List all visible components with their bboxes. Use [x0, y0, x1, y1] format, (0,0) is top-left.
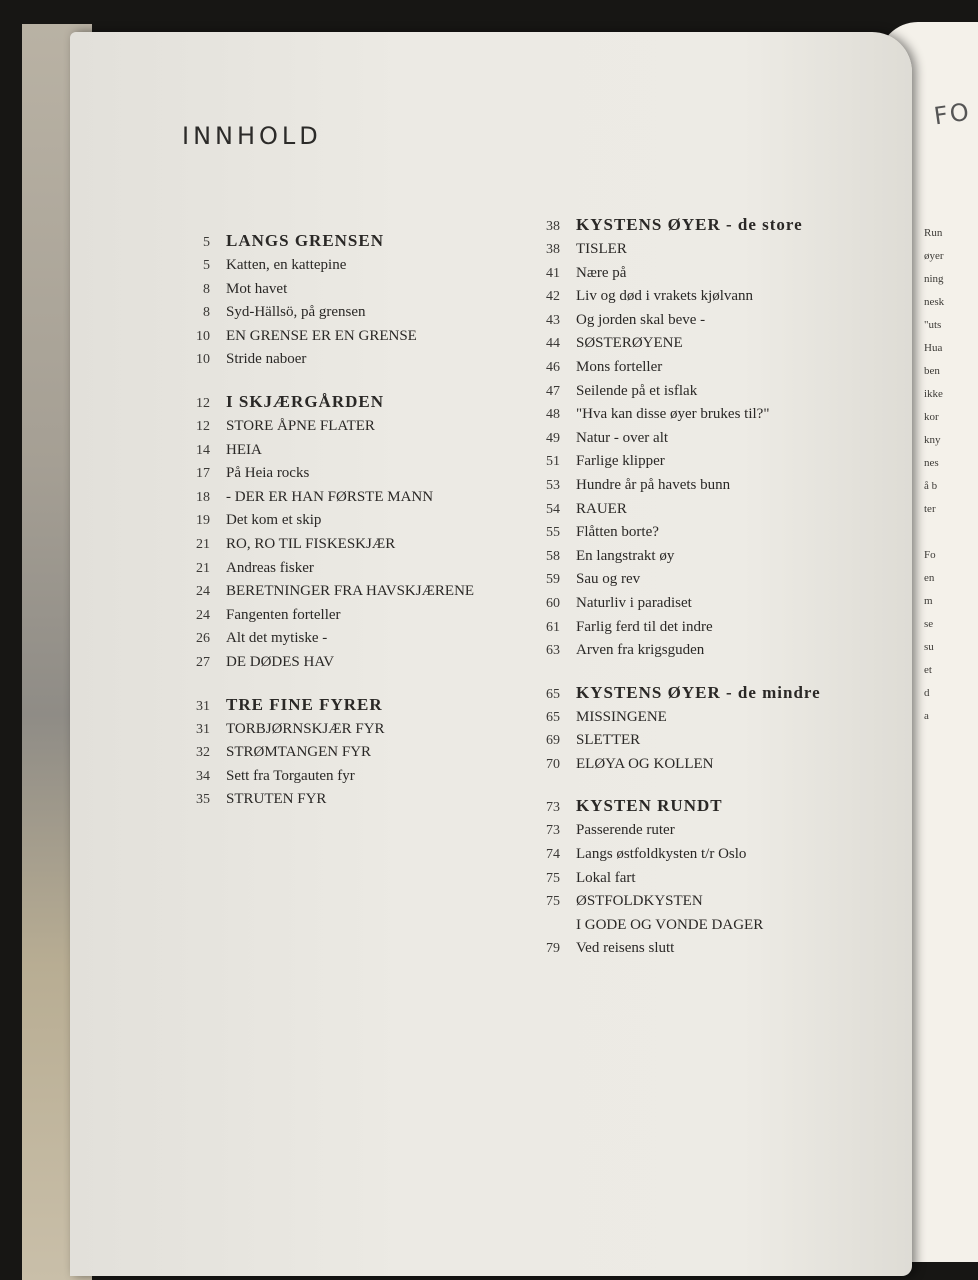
section-title: TRE FINE FYRER: [226, 694, 383, 714]
toc-entry: [520, 309, 900, 333]
entry-title: STRØMTANGEN FYR: [226, 744, 372, 761]
toc-entry: [170, 439, 530, 463]
toc-entry: [520, 890, 900, 914]
toc-entry: [170, 627, 530, 651]
entry-title: Hundre år på havets bunn: [576, 476, 731, 493]
page-number: 44: [546, 336, 560, 352]
toc-right-column: [520, 212, 900, 978]
contents-page: [70, 32, 912, 1276]
page-number: 34: [196, 768, 210, 784]
page-number: 32: [196, 745, 210, 761]
facing-page-line: Fo: [924, 549, 936, 561]
page-number: 49: [546, 430, 560, 446]
entry-title: Langs østfoldkysten t/r Oslo: [576, 846, 747, 863]
page-number: 53: [546, 477, 560, 493]
page-number: 21: [196, 536, 210, 552]
toc-entry: [170, 486, 530, 510]
toc-entry: [520, 819, 900, 843]
entry-title: STORE ÅPNE FLATER: [226, 417, 375, 434]
entry-title: Farlig ferd til det indre: [576, 618, 713, 635]
toc-entry: [170, 557, 530, 581]
entry-title: Ved reisens slutt: [576, 940, 675, 957]
section-title: KYSTENS ØYER - de store: [576, 215, 803, 234]
entry-title: Stride naboer: [226, 351, 307, 368]
toc-section: [170, 228, 530, 372]
entry-title: "Hva kan disse øyer brukes til?": [576, 406, 770, 423]
toc-entry: [520, 914, 900, 938]
page-number: 65: [546, 686, 560, 702]
facing-page-line: ning: [924, 273, 944, 285]
entry-title: Passerende ruter: [576, 822, 675, 839]
facing-page-line: kor: [924, 411, 939, 423]
entry-title: Arven fra krigsguden: [576, 642, 705, 659]
page-number: 8: [203, 305, 210, 321]
entry-title: Liv og død i vrakets kjølvann: [576, 288, 754, 305]
entry-title: ELØYA OG KOLLEN: [576, 755, 714, 772]
toc-entry: [170, 301, 530, 325]
toc-section: [520, 680, 900, 777]
facing-page-title: FO: [932, 97, 973, 131]
entry-title: SØSTERØYENE: [576, 335, 683, 352]
page-number: 74: [546, 847, 560, 863]
page-number: 47: [546, 383, 560, 399]
toc-section-heading: [520, 680, 900, 706]
facing-page-line: ikke: [924, 388, 943, 400]
page-number: 65: [546, 709, 560, 725]
page-number: 27: [196, 654, 210, 670]
entry-title: STRUTEN FYR: [226, 791, 327, 808]
toc-entry: [520, 753, 900, 777]
page-number: 43: [546, 312, 560, 328]
page-number: 10: [196, 328, 210, 344]
entry-title: Sau og rev: [576, 571, 641, 588]
toc-section-heading: [520, 793, 900, 819]
toc-entry: [520, 937, 900, 961]
page-number: 12: [196, 418, 210, 434]
toc-entry: [170, 254, 530, 278]
toc-entry: [520, 450, 900, 474]
page-number: 21: [196, 560, 210, 576]
entry-title: Syd-Hällsö, på grensen: [226, 304, 366, 321]
page-number: 10: [196, 352, 210, 368]
section-title: KYSTENS ØYER - de mindre: [576, 682, 821, 702]
toc-entry: [520, 427, 900, 451]
toc-entry: [520, 639, 900, 663]
page-number: 59: [546, 572, 560, 588]
toc-entry: [520, 498, 900, 522]
entry-title: I GODE OG VONDE DAGER: [576, 916, 764, 933]
entry-title: MISSINGENE: [576, 708, 667, 725]
page-number: 26: [196, 631, 210, 647]
page-number: 5: [203, 258, 210, 273]
entry-title: Lokal fart: [576, 869, 636, 886]
entry-title: Mons forteller: [576, 358, 663, 375]
page-number: 42: [546, 289, 560, 305]
toc-entry: [170, 580, 530, 604]
entry-title: EN GRENSE ER EN GRENSE: [226, 327, 417, 344]
facing-page-line: a: [924, 710, 929, 722]
facing-page-line: Run: [924, 227, 943, 239]
toc-entry: [520, 706, 900, 730]
toc-section: [170, 692, 530, 812]
entry-title: Nære på: [576, 264, 627, 281]
entry-title: RAUER: [576, 500, 627, 517]
entry-title: Mot havet: [226, 280, 288, 297]
entry-title: På Heia rocks: [226, 465, 310, 482]
entry-title: BERETNINGER FRA HAVSKJÆRENE: [226, 583, 475, 600]
toc-entry: [520, 843, 900, 867]
toc-entry: [170, 718, 530, 742]
page-number: 8: [203, 281, 210, 297]
facing-page-line: d: [924, 687, 930, 699]
page-number: 46: [546, 359, 560, 375]
page-number: 70: [546, 756, 560, 772]
facing-page-line: "uts: [924, 319, 942, 331]
entry-title: SLETTER: [576, 732, 641, 749]
entry-title: Alt det mytiske -: [226, 630, 328, 647]
entry-title: Og jorden skal beve -: [576, 311, 706, 328]
toc-entry: [520, 867, 900, 891]
toc-entry: [520, 521, 900, 545]
toc-entry: [520, 380, 900, 404]
page-number: 12: [196, 395, 210, 411]
toc-entry: [170, 741, 530, 765]
entry-title: Det kom et skip: [226, 512, 322, 529]
toc-entry: [170, 533, 530, 557]
entry-title: En langstrakt øy: [576, 547, 675, 564]
page-number: 31: [196, 721, 210, 737]
page-number: 54: [546, 501, 560, 517]
entry-title: Natur - over alt: [576, 429, 669, 446]
page-number: 60: [546, 595, 560, 611]
section-title: I SKJÆRGÅRDEN: [226, 391, 384, 411]
page-number: 19: [196, 513, 210, 529]
page-number: 51: [546, 454, 560, 470]
toc-section: [170, 389, 530, 675]
entry-title: DE DØDES HAV: [226, 653, 335, 670]
toc-entry: [170, 765, 530, 789]
page-number: 14: [196, 442, 210, 458]
toc-entry: [520, 285, 900, 309]
toc-section-heading: [170, 228, 530, 254]
entry-title: Farlige klipper: [576, 453, 665, 470]
entry-title: Fangenten forteller: [226, 606, 341, 623]
entry-title: ØSTFOLDKYSTEN: [576, 893, 703, 910]
entry-title: Katten, en kattepine: [226, 257, 347, 273]
page-number: 79: [546, 941, 560, 957]
page-number: 17: [196, 466, 210, 482]
page-number: 41: [546, 265, 560, 281]
facing-page-line: nesk: [924, 296, 945, 308]
facing-page-text: [924, 222, 944, 728]
facing-page-line: kny: [924, 434, 941, 446]
toc-entry: [520, 616, 900, 640]
toc-entry: [520, 356, 900, 380]
entry-title: TISLER: [576, 241, 627, 257]
toc-entry: [520, 238, 900, 262]
facing-page-line: en: [924, 572, 935, 584]
toc-entry: [520, 729, 900, 753]
facing-page-line: ter: [924, 503, 936, 515]
facing-page-line: su: [924, 641, 934, 653]
page-number: 73: [546, 823, 560, 839]
toc-entry: [520, 332, 900, 356]
entry-title: Andreas fisker: [226, 559, 314, 576]
toc-entry: [170, 278, 530, 302]
entry-title: Seilende på et isflak: [576, 382, 698, 399]
facing-page-line: m: [924, 595, 933, 607]
toc-entry: [170, 509, 530, 533]
page-number: 69: [546, 733, 560, 749]
entry-title: Sett fra Torgauten fyr: [226, 767, 355, 784]
page-number: 58: [546, 548, 560, 564]
page-number: 55: [546, 525, 560, 541]
page-number: 31: [196, 698, 210, 714]
toc-entry: [170, 604, 530, 628]
facing-page-line: et: [924, 664, 932, 676]
page-number: 61: [546, 619, 560, 635]
toc-section: [520, 793, 900, 961]
page-number: 38: [546, 242, 560, 257]
toc-entry: [170, 651, 530, 675]
page-number: 38: [546, 219, 560, 234]
page-number: 73: [546, 800, 560, 816]
entry-title: HEIA: [226, 441, 262, 458]
entry-title: Flåtten borte?: [576, 524, 659, 541]
entry-title: - DER ER HAN FØRSTE MANN: [226, 488, 434, 505]
page-number: 5: [203, 235, 210, 250]
toc-entry: [170, 415, 530, 439]
toc-section-heading: [520, 212, 900, 238]
toc-entry: [520, 568, 900, 592]
toc-entry: [520, 592, 900, 616]
toc-entry: [520, 474, 900, 498]
facing-page-line: å b: [924, 480, 938, 492]
page-number: 75: [546, 870, 560, 886]
toc-section: [520, 212, 900, 663]
facing-page-line: [924, 521, 944, 544]
section-title: LANGS GRENSEN: [226, 231, 385, 250]
toc-entry: [520, 403, 900, 427]
page-number: 48: [546, 407, 560, 423]
facing-page-line: ben: [924, 365, 940, 377]
toc-entry: [170, 348, 530, 372]
toc-left-column: [170, 228, 530, 829]
facing-page-line: øyer: [924, 250, 944, 262]
toc-entry: [520, 545, 900, 569]
entry-title: RO, RO TIL FISKESKJÆR: [226, 535, 396, 552]
toc-entry: [170, 325, 530, 349]
page-title: INNHOLD: [182, 122, 322, 150]
page-number: 75: [546, 894, 560, 910]
facing-page-line: nes: [924, 457, 939, 469]
page-number: 35: [196, 792, 210, 808]
page-number: 24: [196, 584, 210, 600]
page-number: 24: [196, 607, 210, 623]
facing-page-line: Hua: [924, 342, 943, 354]
page-number: 18: [196, 489, 210, 505]
toc-entry: [170, 788, 530, 812]
entry-title: Naturliv i paradiset: [576, 594, 692, 611]
entry-title: TORBJØRNSKJÆR FYR: [226, 720, 385, 737]
page-number: 63: [546, 643, 560, 659]
facing-page-line: se: [924, 618, 934, 630]
toc-entry: [170, 462, 530, 486]
section-title: KYSTEN RUNDT: [576, 796, 723, 816]
toc-section-heading: [170, 692, 530, 718]
toc-entry: [520, 262, 900, 286]
toc-section-heading: [170, 389, 530, 415]
